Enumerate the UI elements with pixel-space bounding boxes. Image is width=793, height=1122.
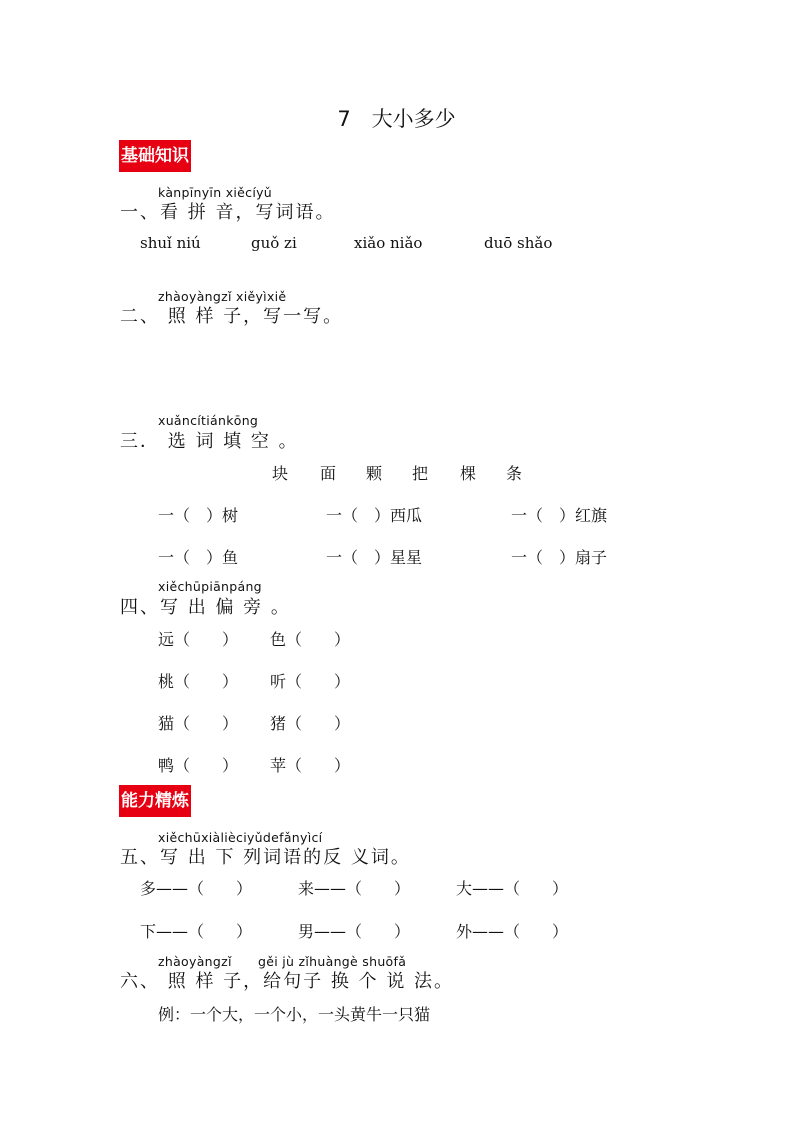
antonym-item: 多——（ ） — [140, 879, 253, 898]
fill-item: 一（ ）鱼 — [158, 548, 239, 567]
s2-heading: 二、 照 样 子，写一写。 — [120, 306, 344, 327]
section-badge-basic: 基础知识 — [119, 140, 191, 172]
fill-item: 一（ ）星星 — [326, 548, 423, 567]
option-word: 把 — [412, 464, 429, 483]
antonym-item: 下——（ ） — [140, 922, 253, 941]
antonym-item: 外——（ ） — [456, 922, 569, 941]
s6-pinyin: zhàoyàngzǐ — [158, 954, 232, 969]
radical-item: 猫（ ） — [158, 714, 239, 733]
pinyin-word: duō shǎo — [484, 234, 553, 252]
radical-item: 色（ ） — [270, 630, 351, 649]
radical-item: 猪（ ） — [270, 714, 351, 733]
pinyin-word: guǒ zi — [251, 234, 297, 252]
s4-heading: 四、写 出 偏 旁 。 — [120, 597, 291, 618]
s5-pinyin: xiěchūxiàlièciyǔdefǎnyìcí — [158, 830, 323, 845]
s1-heading: 一、看 拼 音，写词语。 — [120, 202, 336, 223]
s2-pinyin: zhàoyàngzǐ xiěyìxiě — [158, 289, 287, 304]
fill-item: 一（ ）树 — [158, 506, 239, 525]
s6-pinyin: gěi jù zǐhuàngè shuōfǎ — [258, 954, 407, 969]
antonym-item: 大——（ ） — [456, 879, 569, 898]
radical-item: 桃（ ） — [158, 672, 239, 691]
radical-item: 远（ ） — [158, 630, 239, 649]
radical-item: 听（ ） — [270, 672, 351, 691]
option-word: 颗 — [366, 464, 383, 483]
s4-pinyin: xiěchūpiānpáng — [158, 579, 262, 594]
option-word: 条 — [506, 464, 523, 483]
s3-pinyin: xuǎncítiánkōng — [158, 413, 259, 428]
fill-item: 一（ ）扇子 — [511, 548, 608, 567]
s3-heading: 三． 选 词 填 空 。 — [120, 431, 299, 452]
radical-item: 鸭（ ） — [158, 756, 239, 775]
antonym-item: 男——（ ） — [298, 922, 411, 941]
radical-item: 苹（ ） — [270, 756, 351, 775]
s5-heading: 五、写 出 下 列词语的反 义词。 — [120, 847, 411, 868]
fill-item: 一（ ）红旗 — [511, 506, 608, 525]
pinyin-word: xiǎo niǎo — [354, 234, 423, 252]
s1-pinyin: kànpīnyīn xiěcíyǔ — [158, 185, 273, 200]
section-badge-ability: 能力精炼 — [119, 785, 191, 817]
example-sentence: 例：一个大，一个小，一头黄牛一只猫 — [158, 1005, 431, 1024]
s6-heading: 六、 照 样 子，给句子 换 个 说 法。 — [120, 971, 455, 992]
page-title: 7 大小多少 — [337, 107, 456, 131]
pinyin-word: shuǐ niú — [140, 234, 201, 252]
option-word: 棵 — [460, 464, 477, 483]
fill-item: 一（ ）西瓜 — [326, 506, 423, 525]
option-word: 块 — [272, 464, 289, 483]
antonym-item: 来——（ ） — [298, 879, 411, 898]
option-word: 面 — [320, 464, 337, 483]
